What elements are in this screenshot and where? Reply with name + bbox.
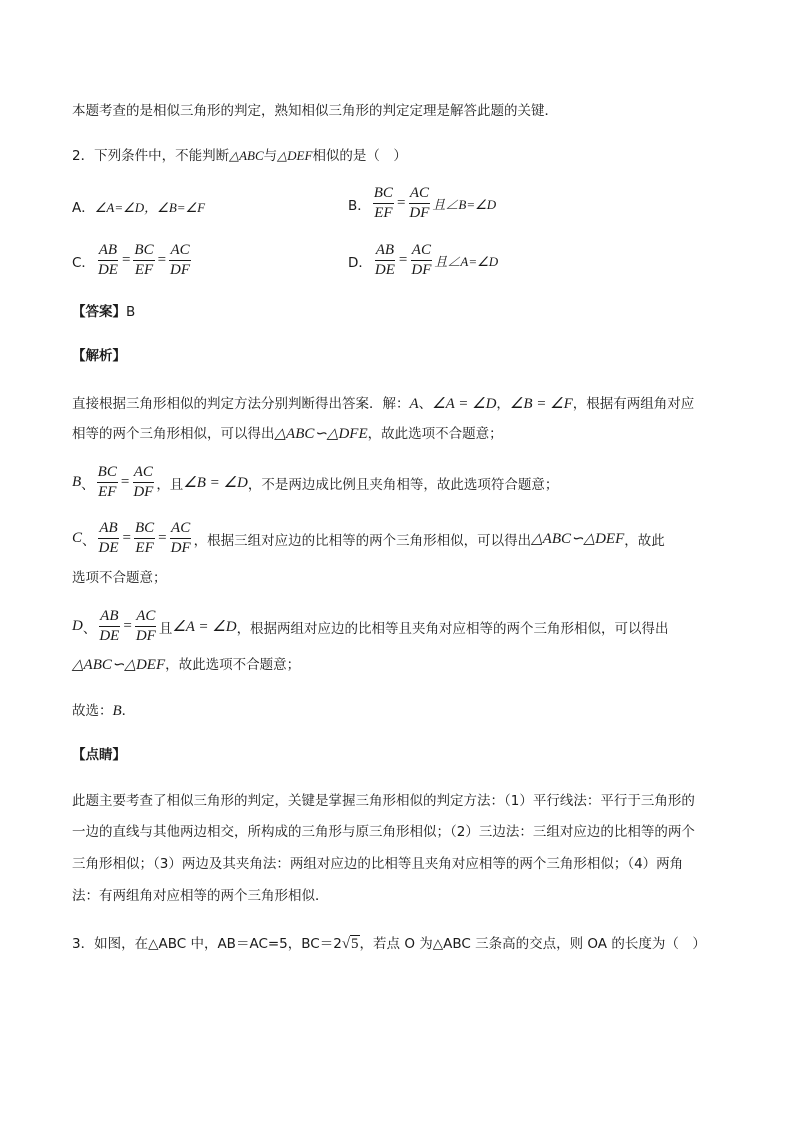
- q2-mid: 与: [263, 148, 278, 164]
- analysis-d-fraction-1: $\frac{AB}{DE}$: [99, 608, 120, 644]
- analysis-b-fraction-1: $\frac{BC}{EF}$: [97, 464, 117, 500]
- analysis-b-fraction-2: $\frac{AC}{DF}$: [133, 464, 154, 500]
- analysis-line-2: 相等的两个三角形相似，可以得出△ABC∽△DFE，故此选项不合题意；: [72, 426, 503, 442]
- q2-option-d: D． $\frac{AB}{DE}$ = $\frac{AC}{DF}$ 且∠A=∠D: [348, 242, 499, 278]
- q2-option-b-label: B．: [348, 197, 371, 214]
- intro-line: [72, 101, 558, 121]
- analysis-c-line-2: 选项不合题意；: [72, 570, 167, 586]
- comment-heading: [72, 745, 126, 765]
- analysis-d-line-2: △ABC∽△DEF，故此选项不合题意；: [72, 657, 301, 673]
- analysis-tag: 【解析】: [72, 348, 126, 364]
- q2-option-c-fraction-2: $\frac{BC}{EF}$: [134, 242, 154, 278]
- q2-option-b: B． $\frac{BC}{EF}$ = $\frac{AC}{DF}$ 且∠B=∠D: [348, 185, 497, 221]
- q3-suffix: ，若点 O 为△ABC 三条高的交点，则 OA 的长度为（ ）: [359, 936, 706, 952]
- analysis-option-d: D 、 $\frac{AB}{DE}$ = $\frac{AC}{DF}$ 且 ∠A = ∠D ，根据两组对应边的比相等且夹角对应相等的两个三角形相似，可以得出: [72, 608, 669, 644]
- q2-prefix: 2．下列条件中，不能判断: [72, 148, 230, 164]
- comment-line-3: 三角形相似；（3）两边及其夹角法：两组对应边的比相等且夹角对应相等的两个三角形相似；（4）两角: [72, 856, 684, 872]
- q2-option-d-tail: 且∠A=∠D: [434, 254, 499, 269]
- analysis-c-fraction-2: $\frac{BC}{EF}$: [134, 520, 155, 556]
- question-3-stem: [72, 934, 706, 954]
- analysis-d-fraction-2: $\frac{AC}{DF}$: [135, 608, 156, 644]
- answer-tag: 【答案】: [72, 304, 126, 320]
- analysis-line-1: 直接根据三角形相似的判定方法分别判断得出答案．解：A、∠A = ∠D，∠B = ∠F，根据有两组角对应: [72, 396, 695, 412]
- q2-option-c: C． $\frac{AB}{DE}$ = $\frac{BC}{EF}$ = $\frac{AC}{DF}$: [72, 242, 191, 278]
- intro-text: 本题考查的是相似三角形的判定，熟知相似三角形的判定定理是解答此题的关键．: [72, 103, 558, 119]
- q2-triangle-2: △DEF: [277, 148, 313, 163]
- q2-option-b-fraction-2: $\frac{AC}{DF}$: [409, 185, 430, 221]
- q2-suffix: 相似的是（ ）: [312, 148, 407, 164]
- q2-option-d-fraction-2: $\frac{AC}{DF}$: [411, 242, 432, 278]
- q2-option-a-condition: ∠A=∠D，∠B=∠F: [94, 199, 206, 215]
- analysis-conclusion: 故选：B．: [72, 703, 136, 719]
- analysis-option-b: B 、 $\frac{BC}{EF}$ = $\frac{AC}{DF}$ ，且 ∠B = ∠D ，不是两边成比例且夹角相等，故此选项符合题意；: [72, 464, 559, 500]
- analysis-option-c: C 、 $\frac{AB}{DE}$ = $\frac{BC}{EF}$ = $\frac{AC}{DF}$ ，根据三组对应边的比相等的两个三角形相似，可以得出 △ABC∽△DEF ，故此: [72, 520, 665, 556]
- q2-option-d-label: D．: [348, 254, 372, 271]
- q2-triangle-1: △ABC: [229, 148, 264, 163]
- q2-option-b-fraction-1: $\frac{BC}{EF}$: [373, 185, 393, 221]
- comment-line-1: 此题主要考查了相似三角形的判定，关键是掌握三角形相似的判定方法：（1）平行线法：平行于三角形的: [72, 793, 695, 809]
- q3-prefix: 3．如图，在△ABC 中，AB＝AC=5，BC＝2: [72, 936, 342, 952]
- comment-line-4: 法：有两组角对应相等的两个三角形相似．: [72, 888, 329, 904]
- comment-line-2: 一边的直线与其他两边相交，所构成的三角形与原三角形相似；（2）三边法：三组对应边的比相等的两个: [72, 824, 695, 840]
- comment-tag: 【点睛】: [72, 747, 126, 763]
- q2-option-c-fraction-3: $\frac{AC}{DF}$: [170, 242, 191, 278]
- q2-option-c-label: C．: [72, 254, 95, 271]
- q2-option-c-fraction-1: $\frac{AB}{DE}$: [97, 242, 118, 278]
- q3-sqrt: √5: [341, 936, 359, 952]
- question-2-stem: [72, 146, 407, 166]
- q2-option-a: [72, 196, 205, 216]
- analysis-c-fraction-1: $\frac{AB}{DE}$: [98, 520, 119, 556]
- answer-value: B: [126, 304, 136, 320]
- analysis-c-fraction-3: $\frac{AC}{DF}$: [170, 520, 191, 556]
- answer-line: [72, 302, 135, 322]
- q2-option-a-label: A．: [72, 200, 95, 216]
- q2-option-b-tail: 且∠B=∠D: [432, 197, 497, 212]
- analysis-heading: [72, 346, 126, 366]
- q2-option-d-fraction-1: $\frac{AB}{DE}$: [374, 242, 395, 278]
